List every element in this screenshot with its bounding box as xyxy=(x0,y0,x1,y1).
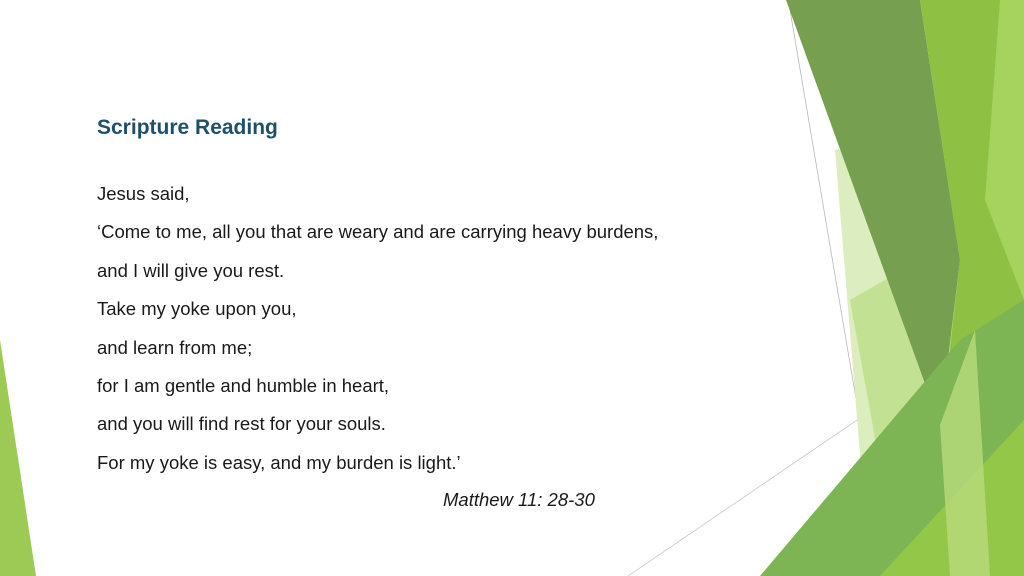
slide-title: Scripture Reading xyxy=(97,116,278,139)
scripture-line: Jesus said, xyxy=(97,183,190,204)
scripture-line: and I will give you rest. xyxy=(97,259,285,281)
scripture-line: for I am gentle and humble in heart, xyxy=(97,374,390,396)
scripture-line: and learn from me; xyxy=(97,336,253,358)
scripture-line: and you will find rest for your souls. xyxy=(97,413,386,435)
left-green-sliver xyxy=(0,340,36,576)
scripture-citation: Matthew 11: 28-30 xyxy=(443,489,595,510)
scripture-line: ‘Come to me, all you that are weary and are carrying heavy burdens, xyxy=(97,221,659,243)
scripture-line: Take my yoke upon you, xyxy=(97,298,297,320)
scripture-line: For my yoke is easy, and my burden is light.’ xyxy=(97,451,461,473)
scripture-text xyxy=(97,182,777,489)
